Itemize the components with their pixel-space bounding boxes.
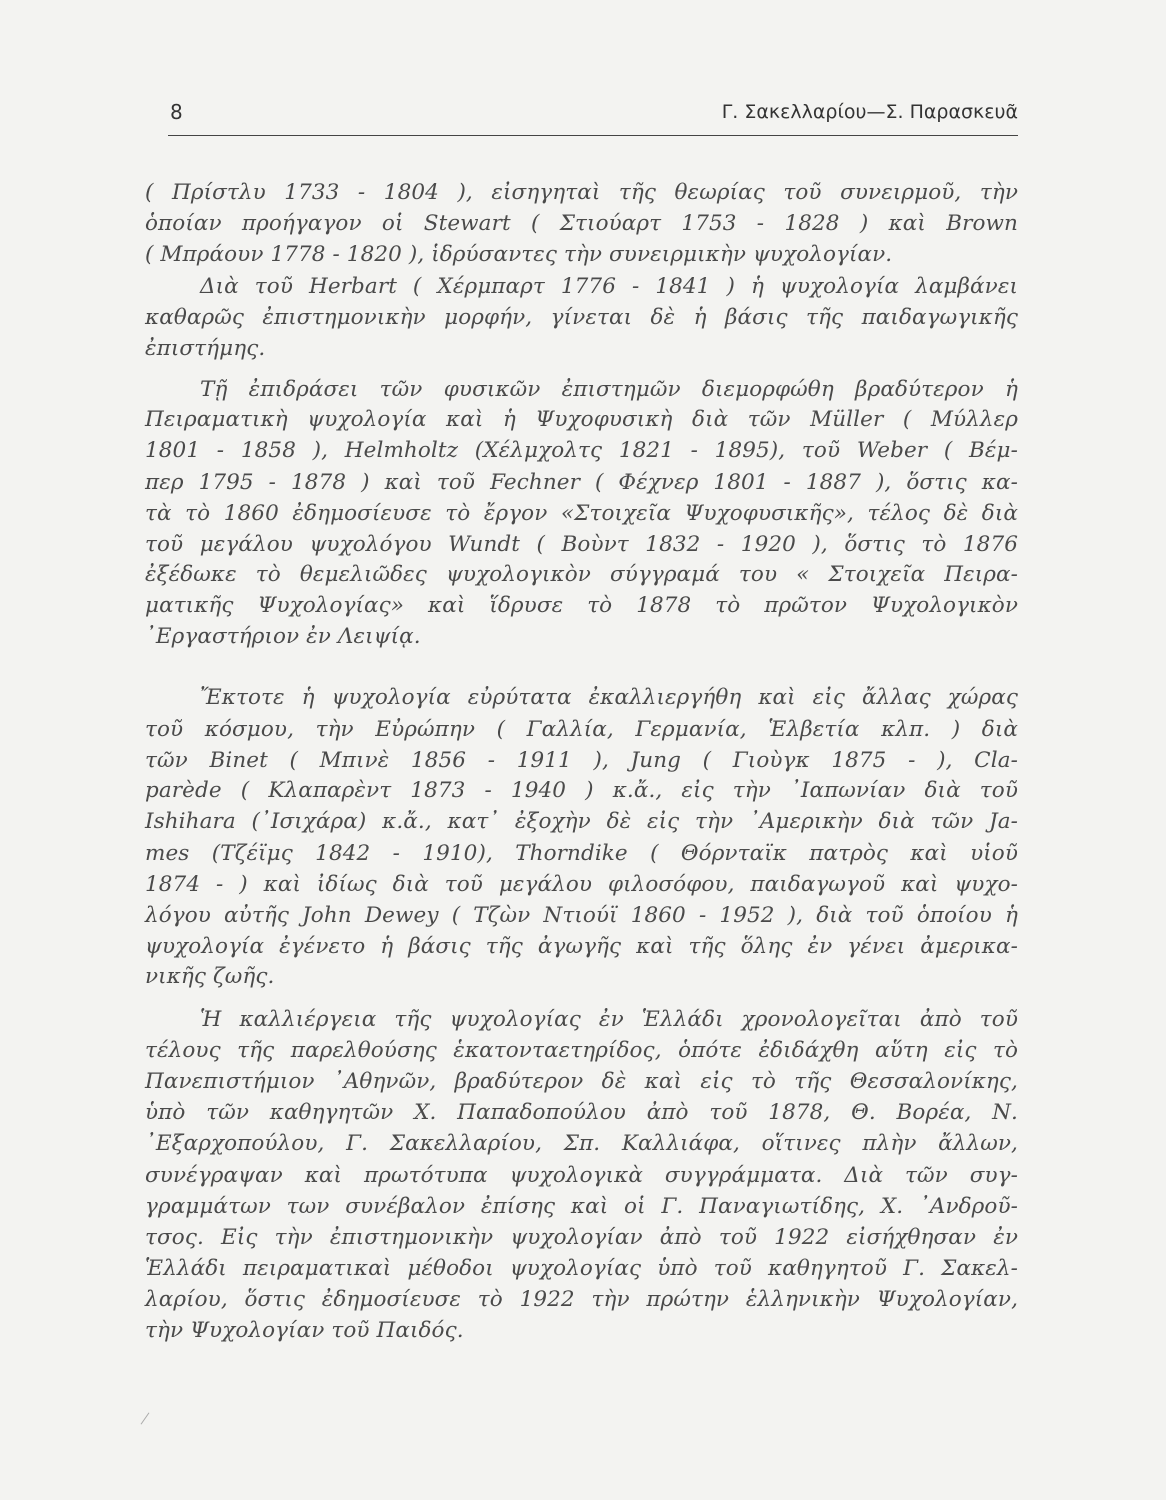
text-line: τὴν Ψυχολογίαν τοῦ Παιδός. [145,1318,464,1343]
text-line: ἐξέδωκε τὸ θεμελιῶδες ψυχολογικὸν σύγγραμά του « Στοιχεῖα Πειρα- [145,562,1018,587]
text-line: ἐπιστήμης. [145,336,266,361]
text-line: Ἑλλάδι πειραματικαὶ μέθοδοι ψυχολογίας ὑπὸ τοῦ καθηγητοῦ Γ. Σακελ- [145,1256,1018,1281]
text-line: ( Πρίστλυ 1733 - 1804 ), εἰσηγηταὶ τῆς θεωρίας τοῦ συνειρμοῦ, τὴν [145,180,1018,205]
text-line: ὑπὸ τῶν καθηγητῶν Χ. Παπαδοπούλου ἀπὸ τοῦ 1878, Θ. Βορέα, Ν. [145,1100,1018,1125]
text-line: τσος. Εἰς τὴν ἐπιστημονικὴν ψυχολογίαν ἀπὸ τοῦ 1922 εἰσήχθησαν ἐν [145,1225,1018,1250]
text-line: Ishihara (᾿Ισιχάρα) κ.ἄ., κατ᾿ ἐξοχὴν δὲ εἰς τὴν ᾿Αμερικὴν διὰ τῶν Ja- [145,809,1018,834]
text-line: ᾿Εξαρχοπούλου, Γ. Σακελλαρίου, Σπ. Καλλιάφα, οἵτινες πλὴν ἄλλων, [145,1131,1018,1156]
text-line: τέλους τῆς παρελθούσης ἑκατονταετηρίδος, ὁπότε ἐδιδάχθη αὕτη εἰς τὸ [145,1038,1018,1063]
text-line: νικῆς ζωῆς. [145,964,275,989]
stray-mark [141,1412,150,1424]
text-line: mes (Τζέϊμς 1842 - 1910), Thorndike ( Θόρνταϊκ πατρὸς καὶ υἱοῦ [145,841,1018,866]
text-line: Ἡ καλλιέργεια τῆς ψυχολογίας ἐν Ἑλλάδι χρονολογεῖται ἀπὸ τοῦ [200,1007,1018,1032]
text-line: περ 1795 - 1878 ) καὶ τοῦ Fechner ( Φέχνερ 1801 - 1887 ), ὅστις κα- [145,470,1018,495]
text-line: συνέγραψαν καὶ πρωτότυπα ψυχολογικὰ συγγράμματα. Διὰ τῶν συγ- [145,1163,1018,1188]
text-line: Διὰ τοῦ Herbart ( Χέρμπαρτ 1776 - 1841 ) ἡ ψυχολογία λαμβάνει [200,274,1018,299]
text-line: ( Μπράουν 1778 - 1820 ), ἱδρύσαντες τὴν συνειρμικὴν ψυχολογίαν. [145,242,893,267]
text-line: ψυχολογία ἐγένετο ἡ βάσις τῆς ἀγωγῆς καὶ τῆς ὅλης ἐν γένει ἀμερικα- [145,934,1018,959]
text-line: Πανεπιστήμιον ᾿Αθηνῶν, βραδύτερον δὲ καὶ εἰς τὸ τῆς Θεσσαλονίκης, [145,1069,1018,1094]
text-line: καθαρῶς ἐπιστημονικὴν μορφήν, γίνεται δὲ ἡ βάσις τῆς παιδαγωγικῆς [145,305,1018,330]
text-line: ματικῆς Ψυχολογίας» καὶ ἵδρυσε τὸ 1878 τὸ πρῶτον Ψυχολογικὸν [145,593,1018,618]
header-rule [168,135,1018,136]
text-line: 1801 - 1858 ), Helmholtz (Χέλμχολτς 1821 - 1895), τοῦ Weber ( Βέμ- [145,438,1018,463]
text-line: ὁποίαν προήγαγον οἱ Stewart ( Στιούαρτ 1753 - 1828 ) καὶ Brown [145,211,1018,236]
text-line: 1874 - ) καὶ ἰδίως διὰ τοῦ μεγάλου φιλοσόφου, παιδαγωγοῦ καὶ ψυχο- [145,872,1018,897]
page-number: 8 [170,100,183,124]
text-line: τοῦ μεγάλου ψυχολόγου Wundt ( Βοὺντ 1832 - 1920 ), ὅστις τὸ 1876 [145,532,1018,557]
text-line: parède ( Κλαπαρὲντ 1873 - 1940 ) κ.ἄ., εἰς τὴν ᾿Ιαπωνίαν διὰ τοῦ [145,778,1018,803]
text-line: λόγου αὐτῆς John Dewey ( Τζὼν Ντιούϊ 1860 - 1952 ), διὰ τοῦ ὁποίου ἡ [145,903,1018,928]
text-line: ᾿Εργαστήριον ἐν Λειψίᾳ. [145,624,421,649]
text-line: τοῦ κόσμου, τὴν Εὐρώπην ( Γαλλία, Γερμανία, Ἑλβετία κλπ. ) διὰ [145,717,1018,742]
running-head: Γ. Σακελλαρίου—Σ. Παρασκευᾶ [721,101,1018,123]
text-line: τὰ τὸ 1860 ἐδημοσίευσε τὸ ἔργον «Στοιχεῖα Ψυχοφυσικῆς», τέλος δὲ διὰ [145,501,1018,526]
text-line: Πειραματικὴ ψυχολογία καὶ ἡ Ψυχοφυσικὴ διὰ τῶν Müller ( Μύλλερ [145,407,1018,432]
text-line: λαρίου, ὅστις ἐδημοσίευσε τὸ 1922 τὴν πρώτην ἑλληνικὴν Ψυχολογίαν, [145,1287,1018,1312]
text-line: γραμμάτων των συνέβαλον ἐπίσης καὶ οἱ Γ. Παναγιωτίδης, Χ. ᾿Ανδροῦ- [145,1194,1018,1219]
text-line: τῶν Binet ( Μπινὲ 1856 - 1911 ), Jung ( Γιοὺγκ 1875 - ), Cla- [145,748,1018,773]
text-line: Ἔκτοτε ἡ ψυχολογία εὐρύτατα ἐκαλλιεργήθη καὶ εἰς ἄλλας χώρας [200,685,1018,710]
text-line: Τῇ ἐπιδράσει τῶν φυσικῶν ἐπιστημῶν διεμορφώθη βραδύτερον ἡ [200,377,1018,402]
